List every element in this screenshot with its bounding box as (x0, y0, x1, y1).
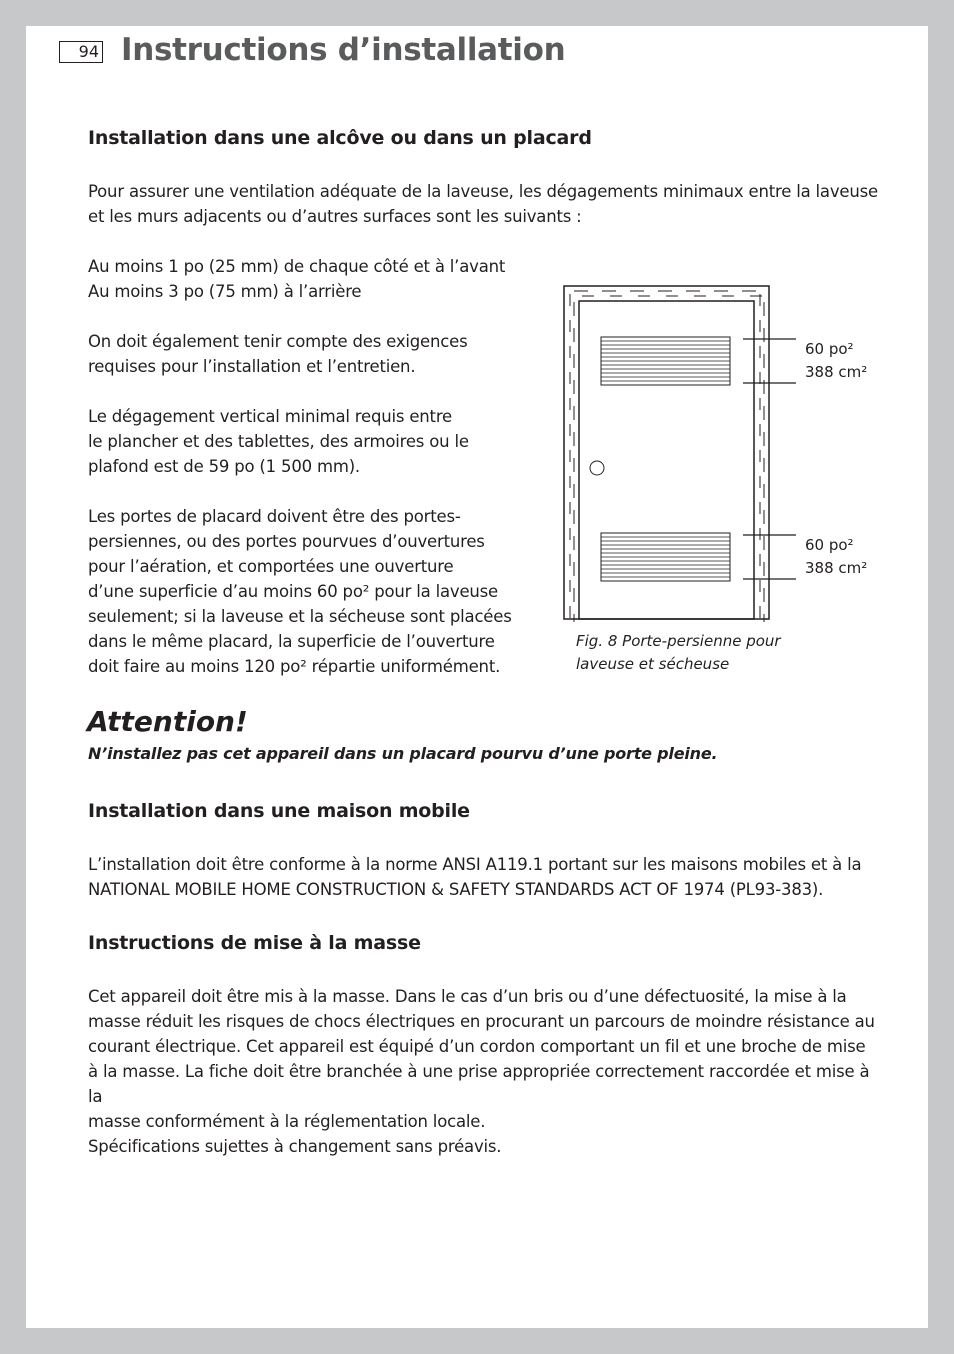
text-line: NATIONAL MOBILE HOME CONSTRUCTION & SAFETY STANDARDS ACT OF 1974 (PL93-383). (88, 880, 824, 899)
bottom-vent-area-label (805, 534, 867, 580)
clearance-paragraph (88, 254, 518, 304)
text-line: seulement; si la laveuse et la sécheuse sont placées (88, 607, 512, 626)
text-line: L’installation doit être conforme à la norme ANSI A119.1 portant sur les maisons mobiles et à la (88, 855, 862, 874)
text-line: Les portes de placard doivent être des portes- (88, 507, 461, 526)
top-vent-area-label (805, 338, 867, 384)
text-line: 60 po² (805, 536, 854, 554)
alcove-intro-paragraph (88, 179, 888, 229)
specifications-note: Spécifications sujettes à changement sans préavis. (88, 1137, 502, 1156)
page-title: Instructions d’installation (121, 32, 566, 68)
vertical-clearance-paragraph (88, 404, 518, 479)
grounding-paragraph (88, 984, 888, 1134)
text-line: 388 cm² (805, 363, 868, 381)
closet-doors-paragraph (88, 504, 518, 679)
text-line: courant électrique. Cet appareil est équipé d’un cordon comportant un fil et une broche de mise (88, 1037, 866, 1056)
text-line: Le dégagement vertical minimal requis entre (88, 407, 452, 426)
text-line: requises pour l’installation et l’entretien. (88, 357, 416, 376)
text-line: Cet appareil doit être mis à la masse. Dans le cas d’un bris ou d’une défectuosité, la mise à la (88, 987, 847, 1006)
section-heading-grounding: Instructions de mise à la masse (88, 932, 421, 954)
bottom-louver-slats (601, 537, 730, 577)
text-line: laveuse et sécheuse (576, 655, 730, 673)
text-line: d’une superficie d’au moins 60 po² pour la laveuse (88, 582, 499, 601)
top-louver-slats (601, 341, 730, 381)
text-line: à la masse. La fiche doit être branchée à une prise appropriée correctement raccordée et mise à la (88, 1062, 870, 1106)
text-line: plafond est de 59 po (1 500 mm). (88, 457, 360, 476)
attention-heading: Attention! (87, 705, 248, 738)
text-line: Au moins 3 po (75 mm) à l’arrière (88, 282, 362, 301)
text-line: 60 po² (805, 340, 854, 358)
text-line: Au moins 1 po (25 mm) de chaque côté et à l’avant (88, 257, 506, 276)
text-line: et les murs adjacents ou d’autres surfaces sont les suivants : (88, 207, 582, 226)
louvered-door-illustration (560, 282, 805, 622)
attention-warning-text: N’installez pas cet appareil dans un placard pourvu d’une porte pleine. (88, 744, 718, 763)
text-line: dans le même placard, la superficie de l’ouverture (88, 632, 495, 651)
text-line: doit faire au moins 120 po² répartie uniformément. (88, 657, 501, 676)
text-line: masse conformément à la réglementation locale. (88, 1112, 486, 1131)
door-knob-icon (590, 461, 604, 475)
page-number: 94 (59, 41, 103, 63)
text-line: persiennes, ou des portes pourvues d’ouvertures (88, 532, 485, 551)
text-line: Pour assurer une ventilation adéquate de la laveuse, les dégagements minimaux entre la laveuse (88, 182, 878, 201)
section-heading-alcove: Installation dans une alcôve ou dans un placard (88, 127, 592, 149)
requirements-paragraph (88, 329, 518, 379)
figure-caption (576, 630, 796, 676)
section-heading-mobile-home: Installation dans une maison mobile (88, 800, 470, 822)
text-line: Fig. 8 Porte-persienne pour (576, 632, 781, 650)
text-line: masse réduit les risques de chocs électriques en procurant un parcours de moindre résistance au (88, 1012, 875, 1031)
text-line: On doit également tenir compte des exigences (88, 332, 468, 351)
text-line: pour l’aération, et comportées une ouverture (88, 557, 454, 576)
mobile-home-paragraph (88, 852, 888, 902)
text-line: le plancher et des tablettes, des armoires ou le (88, 432, 469, 451)
text-line: 388 cm² (805, 559, 868, 577)
